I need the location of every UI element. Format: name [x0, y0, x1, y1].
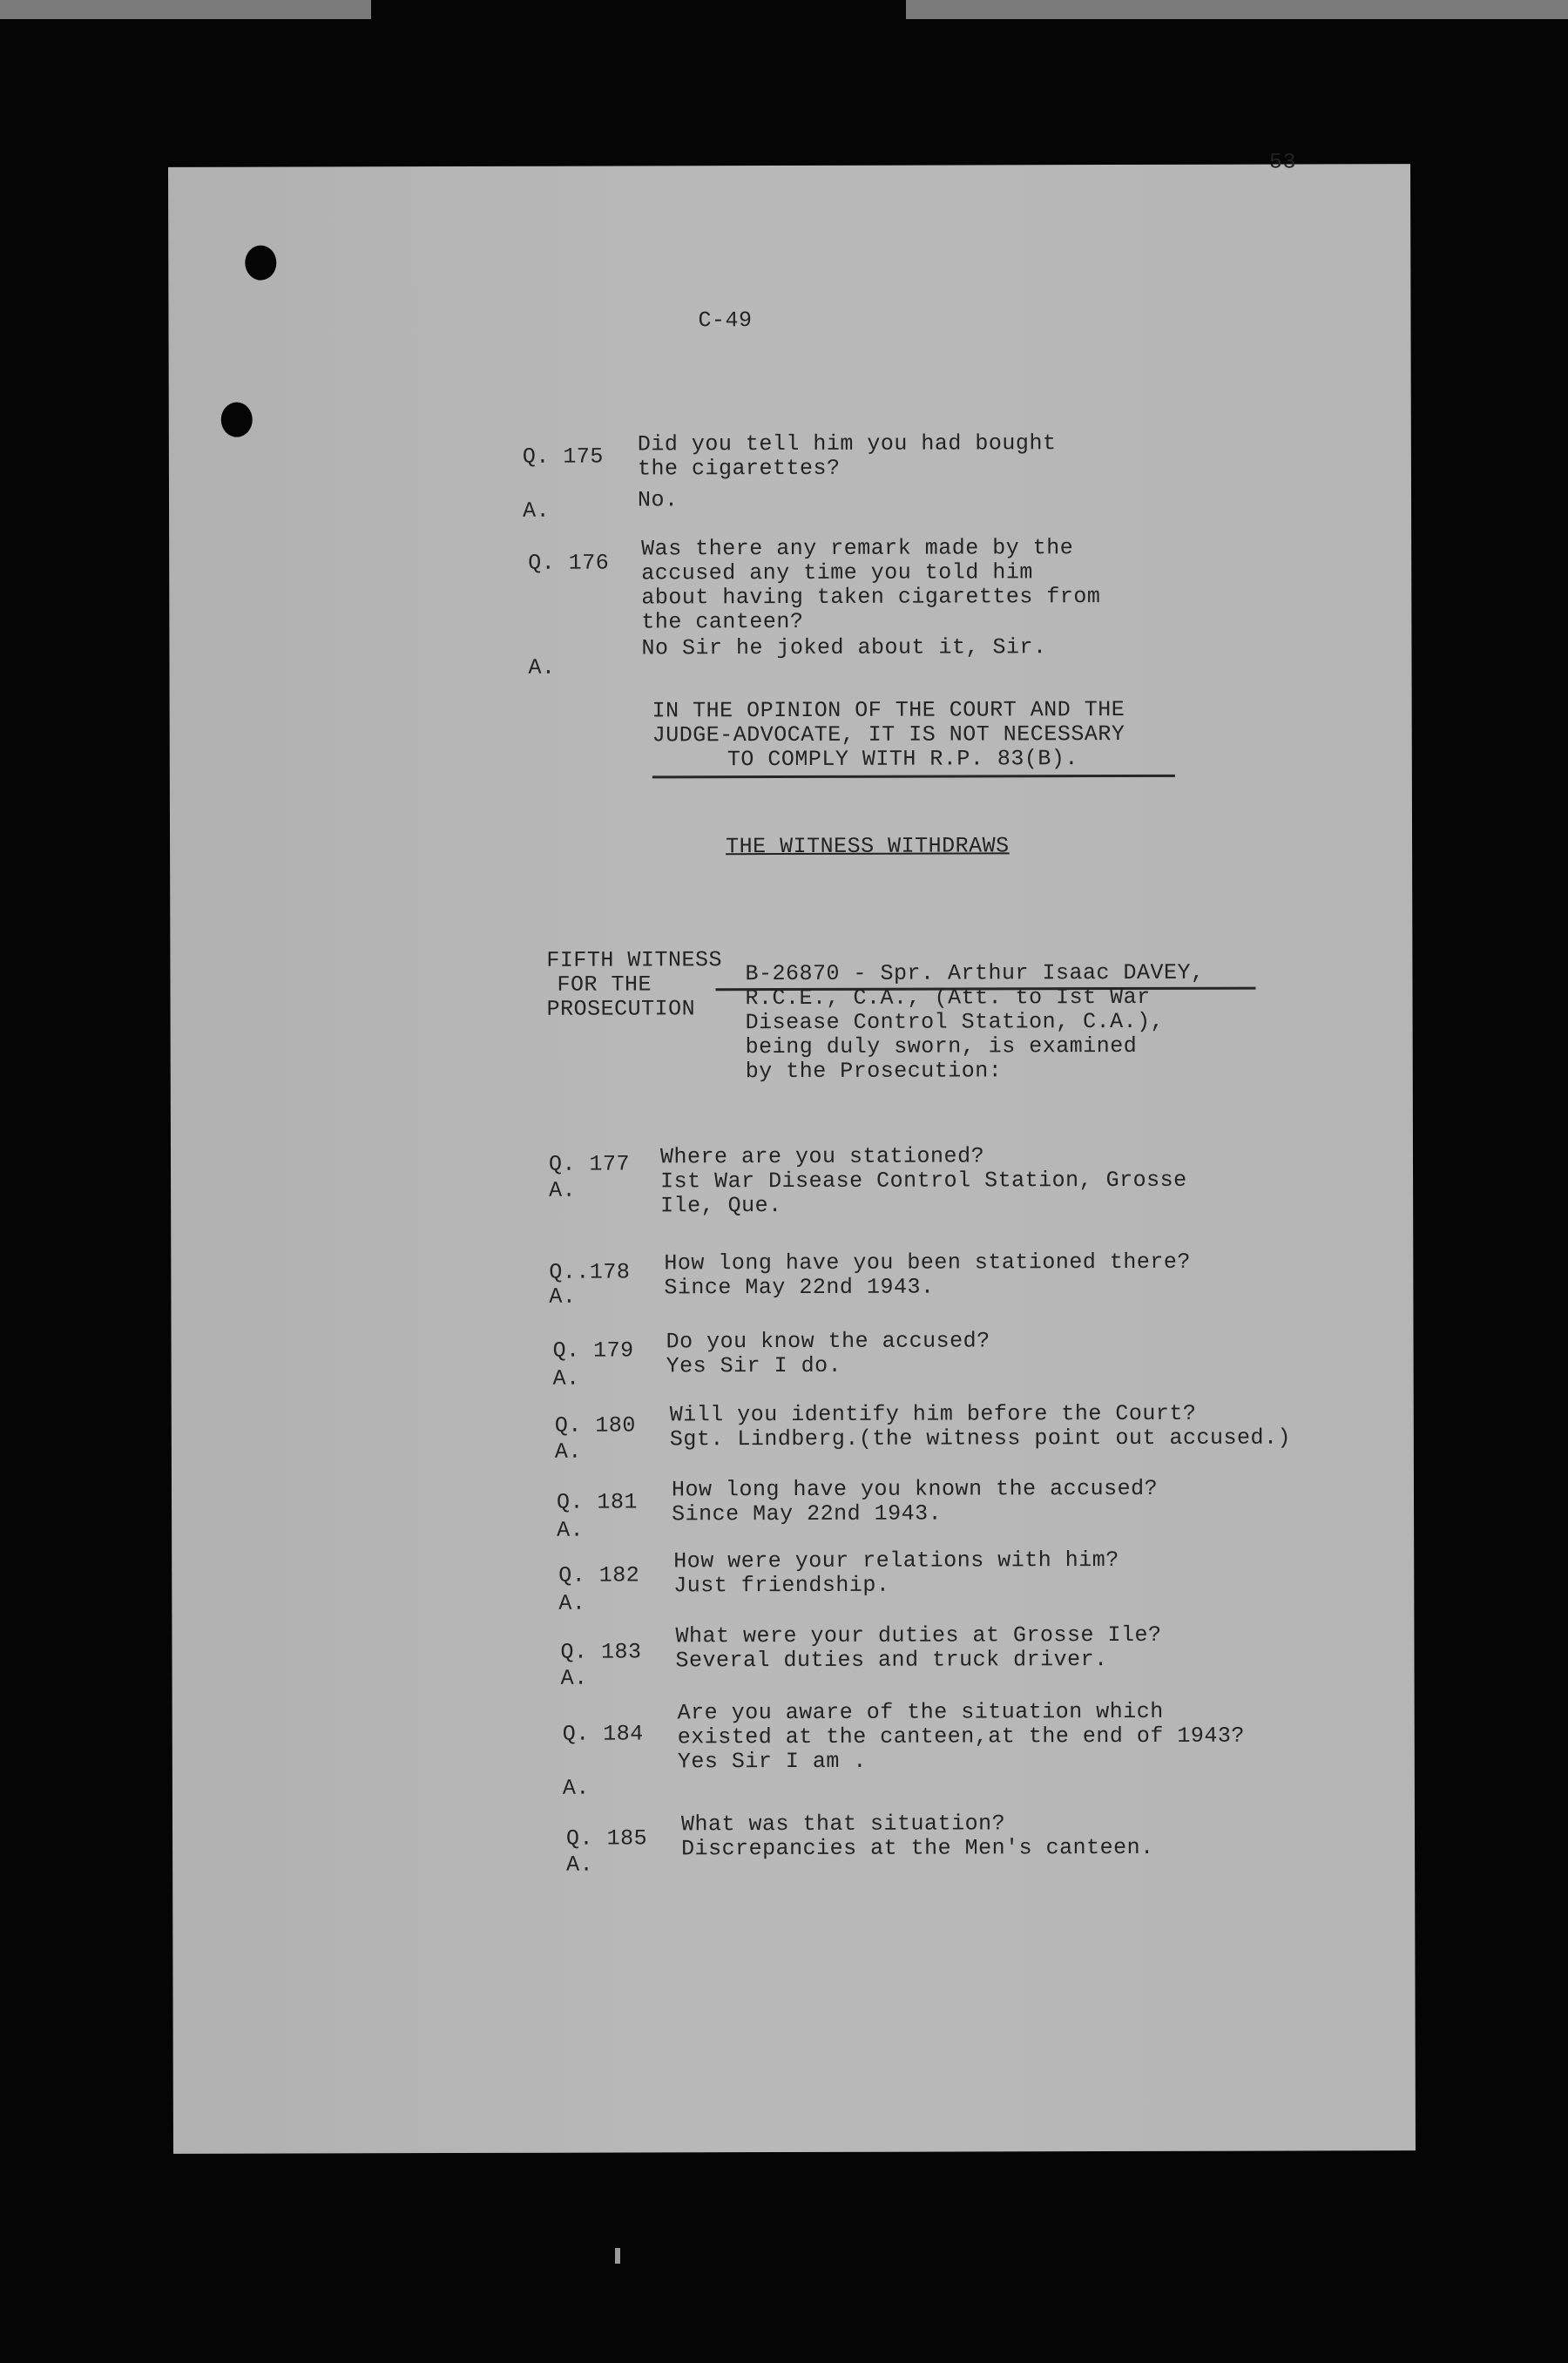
- q185-question: What was that situation?: [680, 1811, 1006, 1838]
- punch-hole-bottom: [221, 403, 253, 437]
- punch-hole-top: [245, 246, 276, 281]
- q181-label: Q. 181: [556, 1489, 639, 1515]
- a176-label: A.: [528, 654, 556, 680]
- a178-label: A.: [549, 1283, 577, 1310]
- q177-question: Where are you stationed?: [659, 1143, 985, 1170]
- q175-line-2: the cigarettes?: [637, 455, 841, 482]
- witness-desc-line-2: R.C.E., C.A., (Att. to Ist War: [745, 984, 1151, 1012]
- a184-answer: Yes Sir I am .: [677, 1748, 867, 1775]
- a185-label: A.: [566, 1852, 594, 1878]
- document-code: C-49: [698, 308, 753, 334]
- q177-label: Q. 177: [548, 1151, 631, 1177]
- q181-question: How long have you known the accused?: [671, 1475, 1159, 1503]
- a182-label: A.: [558, 1590, 586, 1616]
- witness-heading-line-1: FIFTH WITNESS: [546, 947, 722, 973]
- witness-withdraws-heading: THE WITNESS WITHDRAWS: [726, 833, 1010, 860]
- a181-answer: Since May 22nd 1943.: [672, 1500, 943, 1527]
- a175-label: A.: [523, 498, 551, 524]
- a179-label: A.: [552, 1365, 580, 1391]
- q185-label: Q. 185: [566, 1825, 648, 1852]
- a178-answer: Since May 22nd 1943.: [664, 1274, 935, 1301]
- a177-answer-line-2: Ile, Que.: [660, 1193, 782, 1219]
- a175-answer: No.: [637, 487, 679, 513]
- document-page: [168, 149, 1416, 2154]
- witness-heading-line-2: FOR THE: [557, 972, 652, 998]
- a179-answer: Yes Sir I do.: [666, 1352, 842, 1379]
- q180-question: Will you identify him before the Court?: [669, 1400, 1197, 1428]
- a183-answer: Several duties and truck driver.: [675, 1647, 1108, 1674]
- q178-label: Q..178: [549, 1259, 631, 1285]
- a180-label: A.: [554, 1439, 582, 1465]
- witness-desc-line-1: B-26870 - Spr. Arthur Isaac DAVEY,: [745, 959, 1205, 987]
- q175-line-1: Did you tell him you had bought: [637, 430, 1057, 457]
- q184-question-line-2: existed at the canteen,at the end of 1943?: [677, 1723, 1245, 1750]
- q182-question: How were your relations with him?: [673, 1547, 1119, 1574]
- q176-line-2: accused any time you told him: [641, 559, 1033, 586]
- a185-answer: Discrepancies at the Men's canteen.: [681, 1834, 1154, 1862]
- a183-label: A.: [560, 1665, 588, 1691]
- a184-label: A.: [562, 1775, 590, 1801]
- q179-label: Q. 179: [552, 1337, 634, 1364]
- film-speck: [615, 2248, 620, 2264]
- court-opinion-line-3: TO COMPLY WITH R.P. 83(B).: [727, 746, 1078, 773]
- witness-desc-line-3: Disease Control Station, C.A.),: [745, 1008, 1165, 1036]
- q176-label: Q. 176: [528, 550, 610, 576]
- a182-answer: Just friendship.: [673, 1572, 890, 1599]
- q176-line-4: the canteen?: [641, 608, 804, 635]
- a181-label: A.: [557, 1517, 585, 1543]
- q179-question: Do you know the accused?: [666, 1328, 990, 1355]
- q184-label: Q. 184: [562, 1721, 644, 1747]
- court-opinion-line-1: IN THE OPINION OF THE COURT AND THE: [652, 696, 1125, 724]
- q176-line-1: Was there any remark made by the: [641, 535, 1074, 562]
- q176-line-3: about having taken cigarettes from: [641, 584, 1101, 611]
- court-opinion-line-2: JUDGE-ADVOCATE, IT IS NOT NECESSARY: [652, 721, 1125, 748]
- q180-label: Q. 180: [554, 1412, 636, 1439]
- a176-answer: No Sir he joked about it, Sir.: [641, 634, 1047, 661]
- a177-answer-line-1: Ist War Disease Control Station, Grosse: [660, 1167, 1187, 1195]
- page-number: 53: [1268, 149, 1297, 175]
- q183-label: Q. 183: [560, 1639, 642, 1665]
- q175-label: Q. 175: [522, 443, 604, 470]
- q184-question-line-1: Are you aware of the situation which: [677, 1698, 1164, 1726]
- a177-label: A.: [549, 1177, 577, 1203]
- witness-heading-line-3: PROSECUTION: [546, 996, 696, 1022]
- film-frame-edge-left: [0, 0, 371, 19]
- film-frame-edge-right: [906, 0, 1568, 19]
- q178-question: How long have you been stationed there?: [664, 1249, 1191, 1276]
- q183-question: What were your duties at Grosse Ile?: [675, 1622, 1162, 1649]
- witness-desc-line-5: by the Prosecution:: [745, 1058, 1003, 1085]
- a180-answer: Sgt. Lindberg.(the witness point out accused.): [669, 1425, 1292, 1452]
- q182-label: Q. 182: [558, 1562, 640, 1588]
- court-opinion-rule: [652, 775, 1175, 779]
- witness-desc-line-4: being duly sworn, is examined: [745, 1033, 1138, 1060]
